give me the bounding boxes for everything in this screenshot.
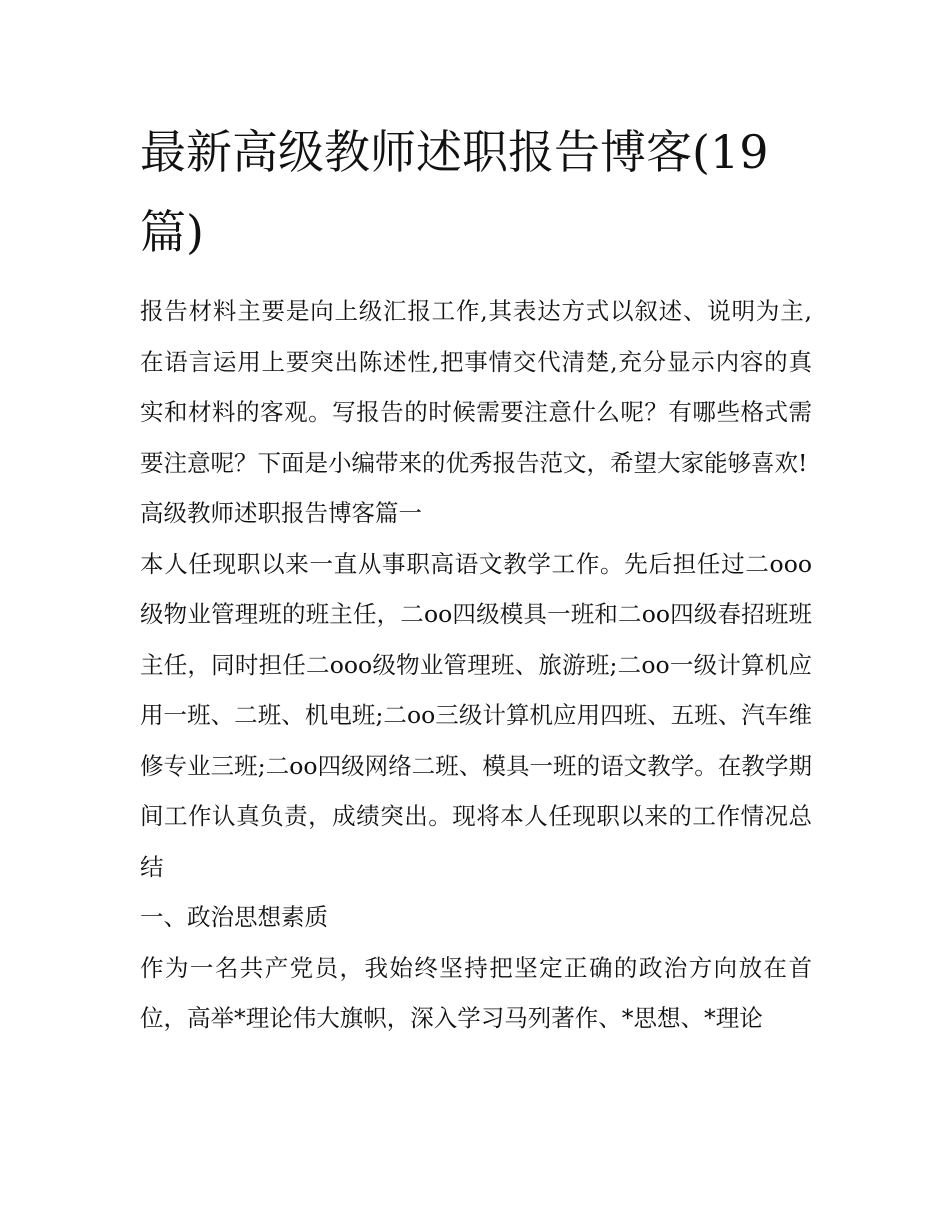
document-page <box>140 112 812 1044</box>
section-heading-political-quality: 一、政治思想素质 <box>140 903 328 931</box>
section-heading-chapter-one: 高级教师述职报告博客篇一 <box>140 499 422 527</box>
body-paragraph-political-quality: 作为一名共产党员，我始终坚持把坚定正确的政治方向放在首位，高举*理论伟大旗帜，深入学习马列著作、*思想、*理论 <box>140 953 812 1032</box>
body-paragraph-work-history: 本人任现职以来一直从事职高语文教学工作。先后担任过二ooo级物业管理班的班主任，二oo四级模具一班和二oo四级春招班班主任，同时担任二ooo级物业管理班、旅游班;二oo一级计算机应用一班、二班、机电班;二oo三级计算机应用四班、五班、汽车维修专业三班;二oo四级网络二班、模具一班的语文教学。在教学期间工作认真负责，成绩突出。现将本人任现职以来的工作情况总结 <box>140 549 812 881</box>
intro-paragraph: 报告材料主要是向上级汇报工作,其表达方式以叙述、说明为主,在语言运用上要突出陈述性,把事情交代清楚,充分显示内容的真实和材料的客观。写报告的时候需要注意什么呢？有哪些格式需要注意呢？下面是小编带来的优秀报告范文，希望大家能够喜欢! <box>140 297 812 477</box>
document-title: 最新高级教师述职报告博客(19篇) <box>140 125 769 259</box>
